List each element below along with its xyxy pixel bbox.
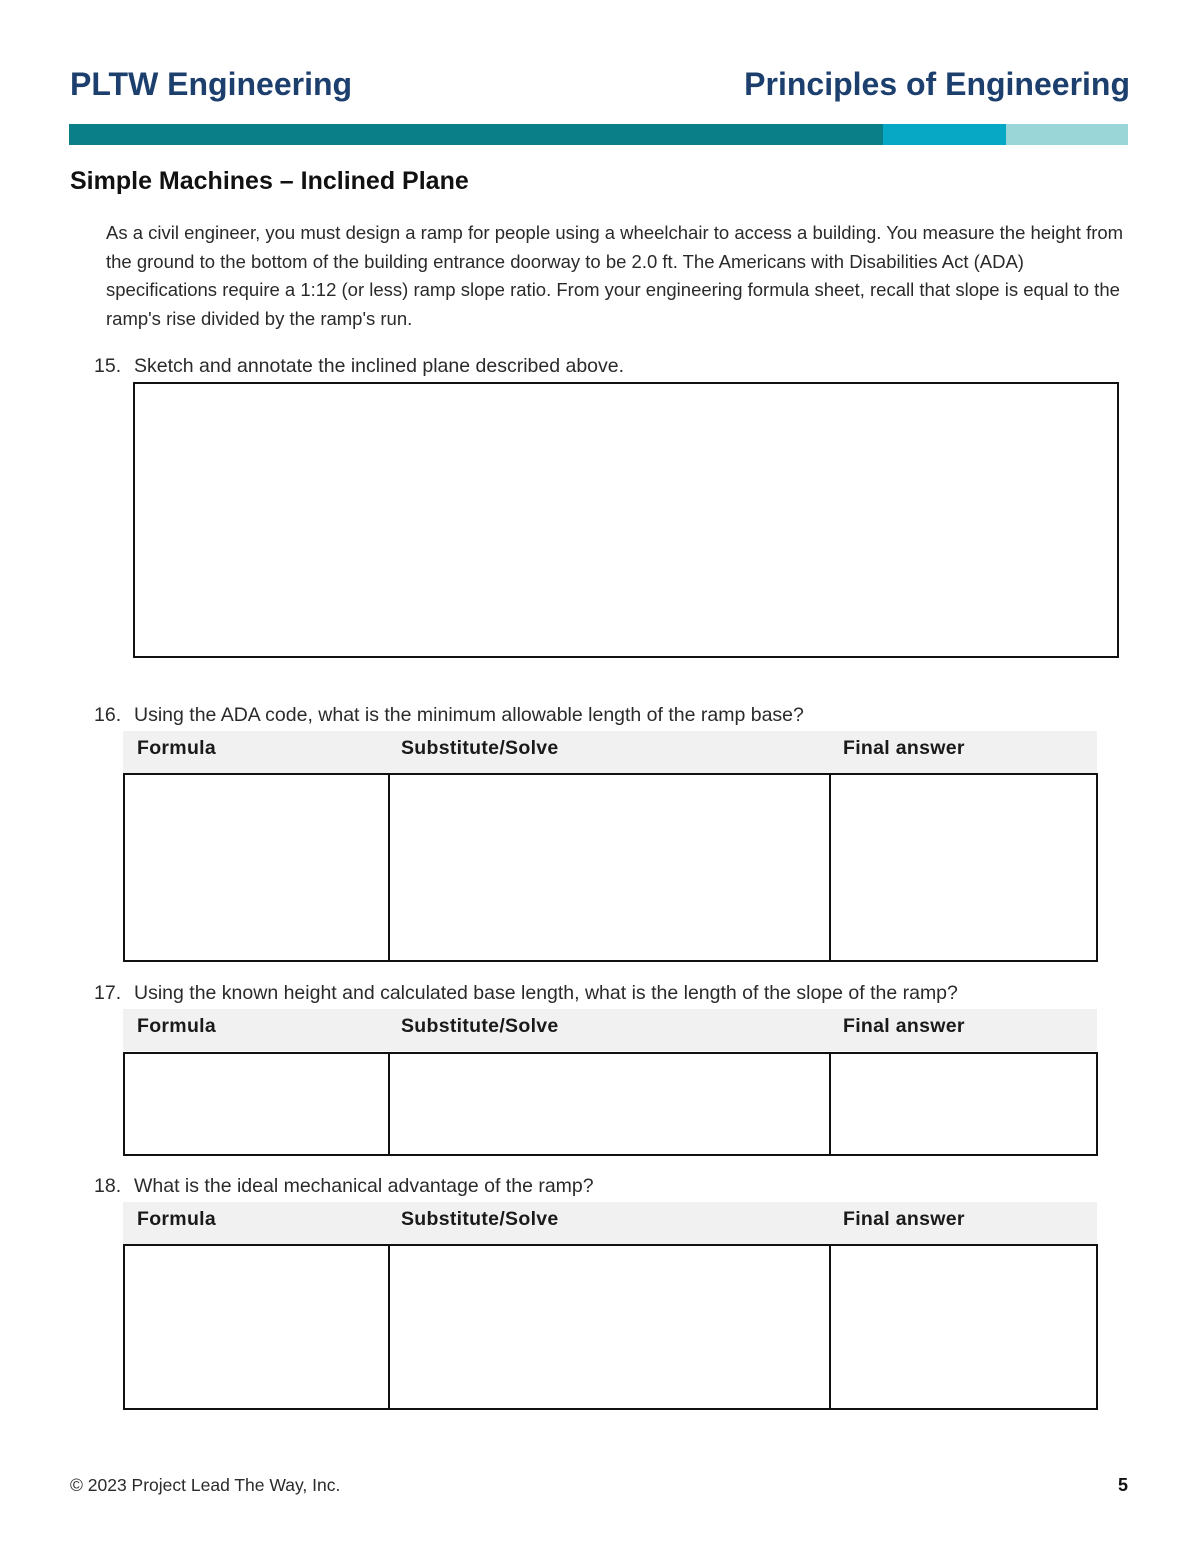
question-17 (94, 981, 958, 1005)
table-header-q18 (123, 1202, 1097, 1244)
question-16 (94, 703, 804, 727)
substitute-cell[interactable] (390, 1054, 831, 1154)
intro-paragraph: As a civil engineer, you must design a ramp for people using a wheelchair to access a building. You measure the height from the ground to the bottom of the building entrance doorway to be 2.0 ft. The Americans with Disabilities Act (ADA) specifications require a 1:12 (or less) ramp slope ratio. From your engineering formula sheet, recall that slope is equal to the ramp's rise divided by the ramp's run. (106, 222, 1124, 329)
page-number: 5 (1117, 1475, 1128, 1495)
formula-cell[interactable] (125, 775, 390, 960)
question-text: Using the ADA code, what is the minimum allowable length of the ramp base? (134, 704, 804, 726)
header-right-title: Principles of Engineering (744, 66, 1130, 102)
substitute-cell[interactable] (390, 775, 831, 960)
question-number: 18. (94, 1175, 122, 1197)
question-text: Sketch and annotate the inclined plane described above. (134, 355, 625, 377)
answer-table-q17 (123, 1052, 1098, 1156)
header-band-mid (883, 124, 1006, 145)
final-answer-cell[interactable] (831, 775, 1096, 960)
header-substitute: Substitute/Solve (401, 737, 559, 759)
header-left-title: PLTW Engineering (70, 66, 353, 102)
footer-copyright: © 2023 Project Lead The Way, Inc. (70, 1475, 341, 1495)
answer-table-q16 (123, 773, 1098, 962)
header-formula: Formula (137, 737, 217, 759)
question-15 (94, 354, 624, 378)
table-header-q16 (123, 731, 1097, 773)
question-number: 15. (94, 355, 122, 377)
header-formula: Formula (137, 1208, 217, 1230)
answer-table-q18 (123, 1244, 1098, 1410)
question-text: Using the known height and calculated base length, what is the length of the slope of the ramp? (134, 982, 958, 1004)
question-text: What is the ideal mechanical advantage of the ramp? (134, 1175, 594, 1197)
question-number: 17. (94, 982, 122, 1004)
section-title: Simple Machines – Inclined Plane (70, 167, 469, 195)
header-final-answer: Final answer (843, 1208, 965, 1230)
question-18 (94, 1174, 594, 1198)
header-band-light (1006, 124, 1128, 145)
question-number: 16. (94, 704, 122, 726)
header-band-dark (69, 124, 883, 145)
formula-cell[interactable] (125, 1246, 390, 1408)
table-header-q17 (123, 1009, 1097, 1051)
header-substitute: Substitute/Solve (401, 1208, 559, 1230)
final-answer-cell[interactable] (831, 1054, 1096, 1154)
formula-cell[interactable] (125, 1054, 390, 1154)
final-answer-cell[interactable] (831, 1246, 1096, 1408)
header-final-answer: Final answer (843, 737, 965, 759)
substitute-cell[interactable] (390, 1246, 831, 1408)
header-substitute: Substitute/Solve (401, 1015, 559, 1037)
header-final-answer: Final answer (843, 1015, 965, 1037)
sketch-answer-box[interactable] (133, 382, 1119, 658)
header-formula: Formula (137, 1015, 217, 1037)
